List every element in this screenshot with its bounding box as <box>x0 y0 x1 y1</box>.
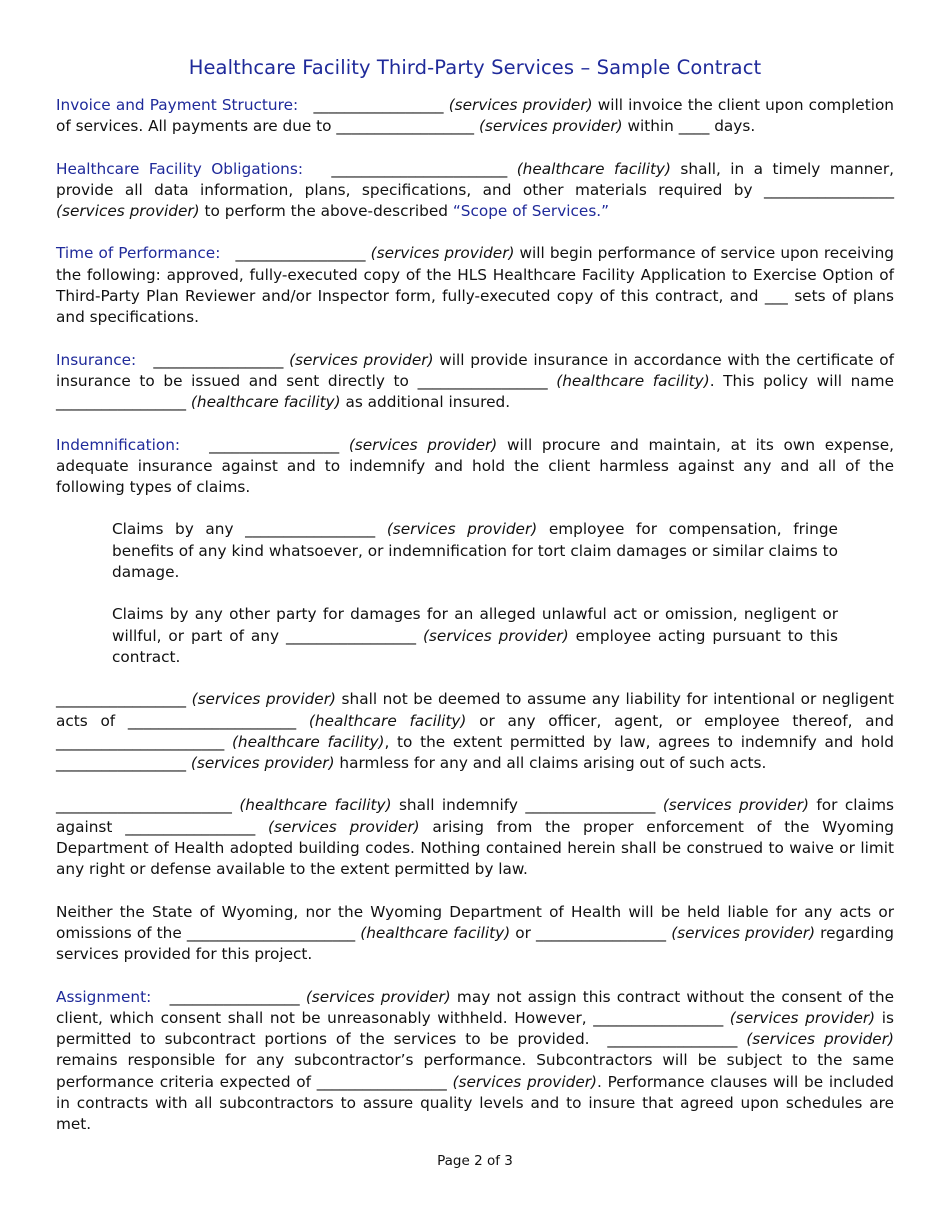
role-label: (healthcare facility) <box>308 711 467 730</box>
blank-field: _________________ <box>593 1008 724 1027</box>
blank-field: _________________ <box>56 393 187 412</box>
invoice-text: days. <box>714 117 756 136</box>
indemnification-section <box>56 435 894 499</box>
document-page <box>56 56 894 1157</box>
invoice-heading: Invoice and Payment Structure: <box>56 96 299 114</box>
claims-text: Claims by any other party for damages for an alleged unlawful act or omission, negligent or willful, or part of any <box>112 605 838 645</box>
role-label: (healthcare facility) <box>516 159 671 178</box>
role-label: (services provider) <box>305 987 451 1006</box>
blank-field: _________________ <box>235 244 366 263</box>
role-label: (services provider) <box>190 754 335 773</box>
liability-section <box>56 689 894 774</box>
role-label: (healthcare facility) <box>239 796 392 815</box>
assignment-text: . Performance clauses will be included in contracts with all subcontractors to assure quality levels and to insure that agreed upon schedules are met. <box>56 1072 894 1134</box>
role-label: (services provider) <box>289 350 434 369</box>
facility-indemnify-text: for claims against <box>56 796 894 836</box>
claims-item-employee <box>112 519 838 583</box>
liability-text: shall not be deemed to assume any liability for intentional or negligent acts of <box>56 690 894 730</box>
claims-item-other-party <box>112 604 838 668</box>
role-label: (services <box>729 1008 799 1027</box>
blank-field: _________________ <box>245 520 376 539</box>
role-label: provider) <box>823 1030 894 1049</box>
performance-text: will begin performance of service upon receiving the following: approved, fully-executed copy of the HLS Healthcare Facility Application to Exercise Option of Third-Party Plan Reviewer and/or Inspector form, fully-executed copy of this contract, and <box>56 244 894 306</box>
invoice-text: within <box>627 117 674 136</box>
blank-field: ___ <box>764 287 788 306</box>
role-label: (services provider) <box>478 117 623 136</box>
obligations-text: to perform the above-described <box>204 202 448 221</box>
obligations-text: shall, in a timely manner, provide all data information, plans, specifications, and other materials required by <box>56 159 894 199</box>
role-label: (services provider) <box>386 520 538 539</box>
liability-text: harmless for any and all claims arising out of such acts. <box>339 754 767 773</box>
blank-field: _________________ <box>169 987 300 1006</box>
assignment-text: may not assign this contract without the consent of the client, which consent shall not be unreasonably withheld. However, <box>56 987 894 1027</box>
blank-field: _______________________ <box>56 796 232 815</box>
liability-text: , to the extent permitted by law, agrees to indemnify and hold <box>384 732 894 751</box>
blank-field: _________________ <box>417 371 548 390</box>
role-label: (services provider) <box>662 796 809 815</box>
role-label: (healthcare facility) <box>360 923 511 942</box>
blank-field: _________________ <box>536 923 667 942</box>
blank-field: _________________ <box>313 96 444 114</box>
state-liability-section <box>56 902 894 966</box>
role-label: (healthcare facility) <box>190 393 341 412</box>
facility-indemnify-section <box>56 795 894 880</box>
blank-field: ______________________ <box>56 732 225 751</box>
role-label: (services provider) <box>191 690 336 709</box>
blank-field: ______________________ <box>186 923 356 942</box>
performance-heading: Time of Performance: <box>56 244 221 263</box>
blank-field: ____ <box>678 117 710 136</box>
role-label: (services provider) <box>422 626 569 645</box>
blank-field: ______________________ <box>127 711 297 730</box>
role-label: (services provider) <box>348 435 498 454</box>
blank-field: _________________ <box>209 435 340 454</box>
role-label: (healthcare facility) <box>231 732 385 751</box>
insurance-section <box>56 350 894 414</box>
blank-field: _________________ <box>286 626 417 645</box>
indemnification-heading: Indemnification: <box>56 435 181 454</box>
page-number: Page 2 of 3 <box>437 1153 513 1169</box>
blank-field: _________________ <box>763 180 894 199</box>
performance-text: sets of plans and specifications. <box>56 287 894 327</box>
liability-text: or any officer, agent, or employee thereof, and <box>479 711 894 730</box>
state-text: Neither the State of Wyoming, nor the Wyoming Department of Health will be held liable for any acts or omissions of the <box>56 902 894 942</box>
state-text: regarding services provided for this project. <box>56 923 895 964</box>
role-label: (services provider) <box>452 1072 597 1091</box>
assignment-heading: Assignment: <box>56 987 152 1006</box>
obligations-heading: Healthcare Facility Obligations: <box>56 159 303 178</box>
claims-text: Claims by any <box>112 520 234 539</box>
blank-field: _________________ <box>125 817 256 836</box>
state-text: or <box>515 923 531 942</box>
facility-indemnify-text: arising from the proper enforcement of the Wyoming Department of Health adopted building codes. Nothing contained herein shall be construed to waive or limit any right or defense available to the extent permitted by law. <box>56 817 894 879</box>
claims-text: employee acting pursuant to this contract. <box>112 626 838 666</box>
indemnification-text: will procure and maintain, at its own expense, adequate insurance against and to indemnify and hold the client harmless against any and all of the following types of claims. <box>56 435 895 497</box>
role-label: (services <box>746 1030 816 1049</box>
invoice-section <box>56 95 894 138</box>
role-label: (services provider) <box>671 923 816 942</box>
blank-field: _________________ <box>607 1030 738 1049</box>
performance-section <box>56 243 894 328</box>
claims-text: employee for compensation, fringe benefits of any kind whatsoever, or indemnification for tort claim damages or similar claims to damage. <box>112 520 838 582</box>
blank-field: _________________ <box>56 754 187 773</box>
scope-reference: “Scope of Services.” <box>452 202 610 221</box>
insurance-text: as additional insured. <box>345 393 511 412</box>
assignment-text: remains responsible for any subcontractor’s performance. Subcontractors will be subject to the same performance criteria expected of <box>56 1051 894 1091</box>
role-label: (services provider) <box>56 202 200 221</box>
obligations-section <box>56 159 894 223</box>
blank-field: _________________ <box>153 350 284 369</box>
document-title: Healthcare Facility Third-Party Services – Sample Contract <box>188 56 762 79</box>
invoice-text: will invoice the client upon completion of services. All payments are due to <box>56 96 894 136</box>
role-label: (services provider) <box>370 244 515 263</box>
blank-field: _________________ <box>56 690 187 709</box>
insurance-text: . This policy will name <box>709 371 894 390</box>
insurance-heading: Insurance: <box>56 350 137 369</box>
facility-indemnify-text: shall indemnify <box>398 796 518 815</box>
role-label: provider) <box>805 1008 876 1027</box>
blank-field: _______________________ <box>331 159 508 178</box>
blank-field: _________________ <box>525 796 656 815</box>
assignment-section <box>56 987 894 1136</box>
role-label: (services provider) <box>448 96 593 114</box>
role-label: (services provider) <box>268 817 420 836</box>
insurance-text: will provide insurance in accordance with the certificate of insurance to be issued and sent directly to <box>56 350 894 390</box>
assignment-text: is permitted to subcontract portions of the services to be provided. <box>56 1008 894 1049</box>
role-label: (healthcare facility) <box>556 371 710 390</box>
blank-field: __________________ <box>336 117 475 136</box>
blank-field: _________________ <box>316 1072 447 1091</box>
